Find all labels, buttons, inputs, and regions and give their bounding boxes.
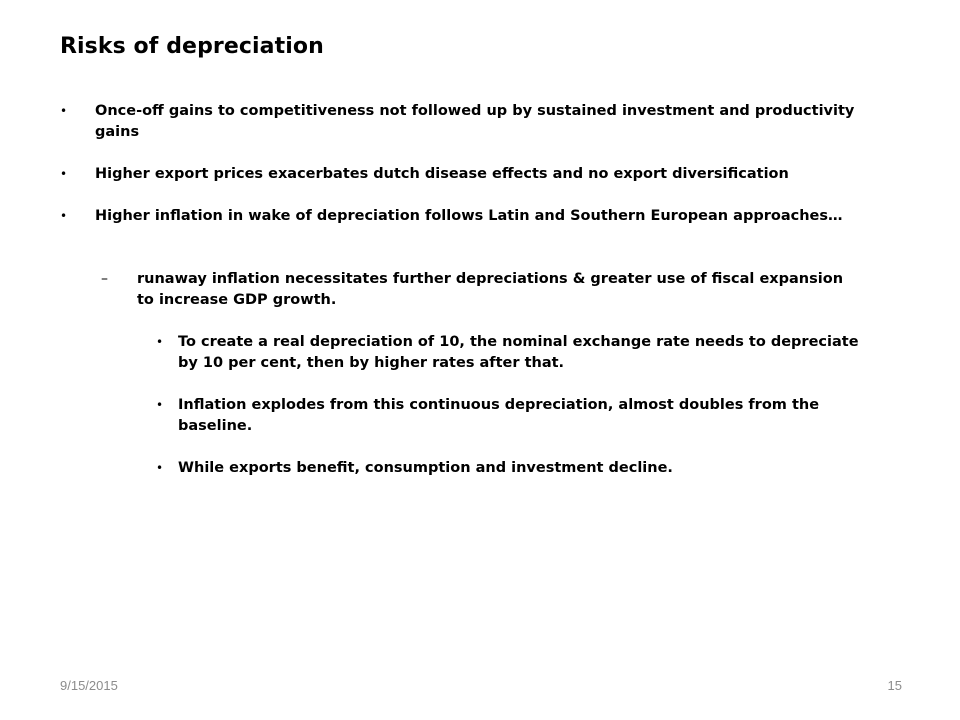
- bullet-item: [60, 164, 865, 185]
- bullet-text: Higher export prices exacerbates dutch disease effects and no export diversification: [95, 166, 789, 182]
- footer-date: 9/15/2015: [60, 678, 118, 693]
- bullet-marker: •: [156, 398, 164, 412]
- sub-sub-bullet-text: Inflation explodes from this continuous depreciation, almost doubles from the baseline.: [178, 397, 820, 434]
- page-number: 15: [887, 678, 902, 693]
- bullet-marker: •: [156, 335, 164, 349]
- bullet-text: Once-off gains to competitiveness not followed up by sustained investment and productivity gains: [95, 103, 855, 140]
- bullet-marker: •: [60, 167, 68, 181]
- bullet-item: [60, 101, 865, 143]
- sub-sub-bullet-text: While exports benefit, consumption and investment decline.: [178, 460, 673, 476]
- bullet-item: [60, 206, 865, 227]
- bullet-marker: •: [60, 104, 68, 118]
- bullet-text: Higher inflation in wake of depreciation follows Latin and Southern European approaches…: [95, 208, 843, 224]
- slide-title: Risks of depreciation: [60, 34, 324, 59]
- sub-bullet-item: [101, 269, 857, 311]
- bullet-marker: •: [60, 209, 68, 223]
- sub-sub-bullet-item: [156, 458, 868, 479]
- sub-bullet-text: runaway inflation necessitates further depreciations & greater use of fiscal expansion to increase GDP growth.: [137, 271, 844, 308]
- sub-sub-bullet-item: [156, 395, 868, 437]
- sub-sub-bullet-item: [156, 332, 868, 374]
- dash-marker: –: [101, 271, 108, 287]
- bullet-marker: •: [156, 461, 164, 475]
- sub-sub-bullet-text: To create a real depreciation of 10, the nominal exchange rate needs to depreciate by 10 per cent, then by higher rates after that.: [178, 334, 859, 371]
